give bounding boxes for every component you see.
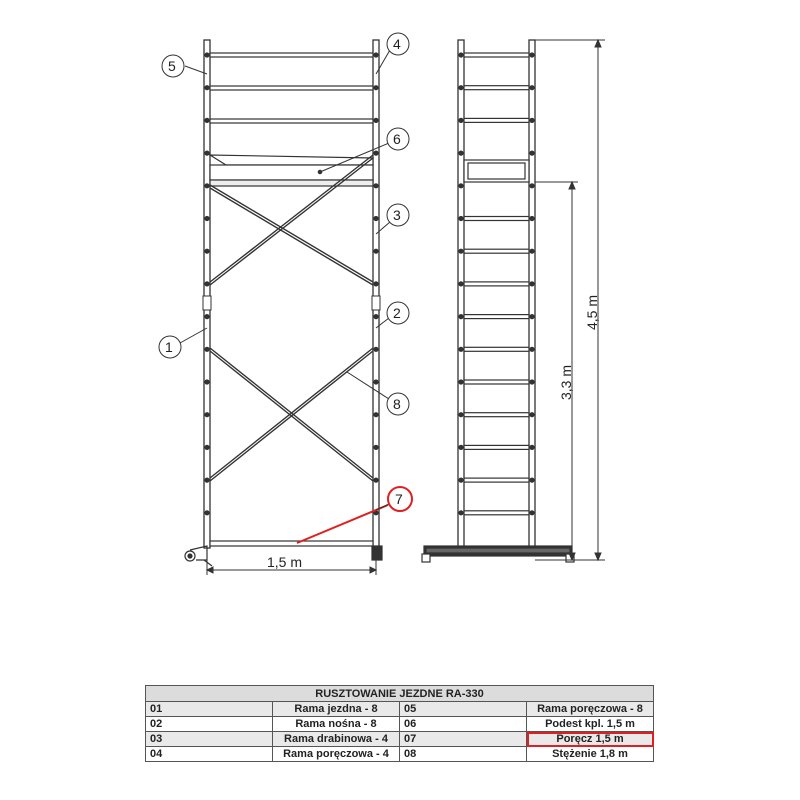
pin [204,347,209,352]
ladder-rung [464,445,529,449]
pin [458,216,463,221]
ladder-rung [464,86,529,90]
ladder-rung [464,249,529,253]
height-total-label: 4,5 m [584,294,600,330]
part-name: Rama poręczowa - 8 [527,702,654,717]
platform-side [464,160,529,182]
pin [204,314,209,319]
frame-joints [203,296,380,310]
side-left-post [458,40,464,548]
pin [204,281,209,286]
pin [458,347,463,352]
ladder-rung [464,118,529,122]
ladder-rung [464,217,529,221]
height-platform-label: 3,3 m [558,364,574,400]
pin [373,412,378,417]
pin [458,379,463,384]
pin [529,314,534,319]
pin [204,151,209,156]
pin [204,379,209,384]
pin [373,151,378,156]
pin [458,281,463,286]
pin [204,52,209,57]
part-name: Rama poręczowa - 4 [273,747,400,762]
pin [373,347,378,352]
callout-7-highlight [297,487,412,543]
pin [458,52,463,57]
pin [373,118,378,123]
pin [458,445,463,450]
ladder-rung [464,282,529,286]
pin [458,85,463,90]
part-code: 01 [146,702,273,717]
pin [529,510,534,515]
svg-text:7: 7 [395,491,403,507]
pin [373,183,378,188]
pin [529,379,534,384]
svg-text:8: 8 [393,396,401,412]
part-name: Rama nośna - 8 [273,717,400,732]
pin [204,183,209,188]
svg-text:6: 6 [393,131,401,147]
pin [373,216,378,221]
pin [204,85,209,90]
pin [373,249,378,254]
pin [529,347,534,352]
part-name: Podest kpl. 1,5 m [527,717,654,732]
table-title: RUSZTOWANIE JEZDNE RA-330 [146,686,654,702]
svg-text:5: 5 [168,58,176,74]
part-code: 07 [400,732,527,747]
part-code: 04 [146,747,273,762]
pin [373,379,378,384]
front-rails [210,53,373,546]
pin [204,445,209,450]
pin [458,314,463,319]
pin [458,151,463,156]
ladder-rung [464,511,529,515]
pin [373,85,378,90]
pin [458,183,463,188]
pin [529,216,534,221]
pin [529,412,534,417]
pin [373,52,378,57]
table-row [146,702,654,717]
pin [529,445,534,450]
pin [204,478,209,483]
part-code: 03 [146,732,273,747]
table-title-row [146,686,654,702]
pin [529,281,534,286]
side-view [422,40,605,562]
ladder-rung [464,347,529,351]
svg-text:2: 2 [393,305,401,321]
pin [529,52,534,57]
svg-text:3: 3 [393,207,401,223]
ladder-rung [464,53,529,57]
table-row [146,732,654,747]
part-code: 08 [400,747,527,762]
width-label: 1,5 m [267,554,303,570]
pin [529,183,534,188]
pin [373,281,378,286]
part-name: Stężenie 1,8 m [527,747,654,762]
pin [529,478,534,483]
side-rungs [464,53,529,515]
right-upright [373,40,379,548]
pin [458,412,463,417]
part-name: Rama drabinowa - 4 [273,732,400,747]
table-row [146,717,654,732]
ladder-rung [464,315,529,319]
pin [529,249,534,254]
front-view [185,40,382,575]
pin [458,249,463,254]
table-row [146,747,654,762]
pin [529,85,534,90]
pin [204,412,209,417]
pin [204,118,209,123]
pin [373,478,378,483]
part-code: 02 [146,717,273,732]
svg-text:4: 4 [393,36,401,52]
side-right-post [529,40,535,548]
part-code: 06 [400,717,527,732]
pin [373,445,378,450]
part-name-highlighted: Poręcz 1,5 m [527,732,654,747]
pin [204,510,209,515]
pin [204,216,209,221]
pin [458,478,463,483]
left-upright [204,40,210,548]
pin [373,314,378,319]
ladder-rung [464,413,529,417]
pin [204,249,209,254]
pin [458,510,463,515]
pin [529,118,534,123]
ladder-rung [464,380,529,384]
svg-text:1: 1 [165,339,173,355]
front-braces [210,155,373,481]
parts-table [145,685,654,762]
pin [458,118,463,123]
pin [529,151,534,156]
part-code: 05 [400,702,527,717]
part-name: Rama jezdna - 8 [273,702,400,717]
ladder-rung [464,478,529,482]
